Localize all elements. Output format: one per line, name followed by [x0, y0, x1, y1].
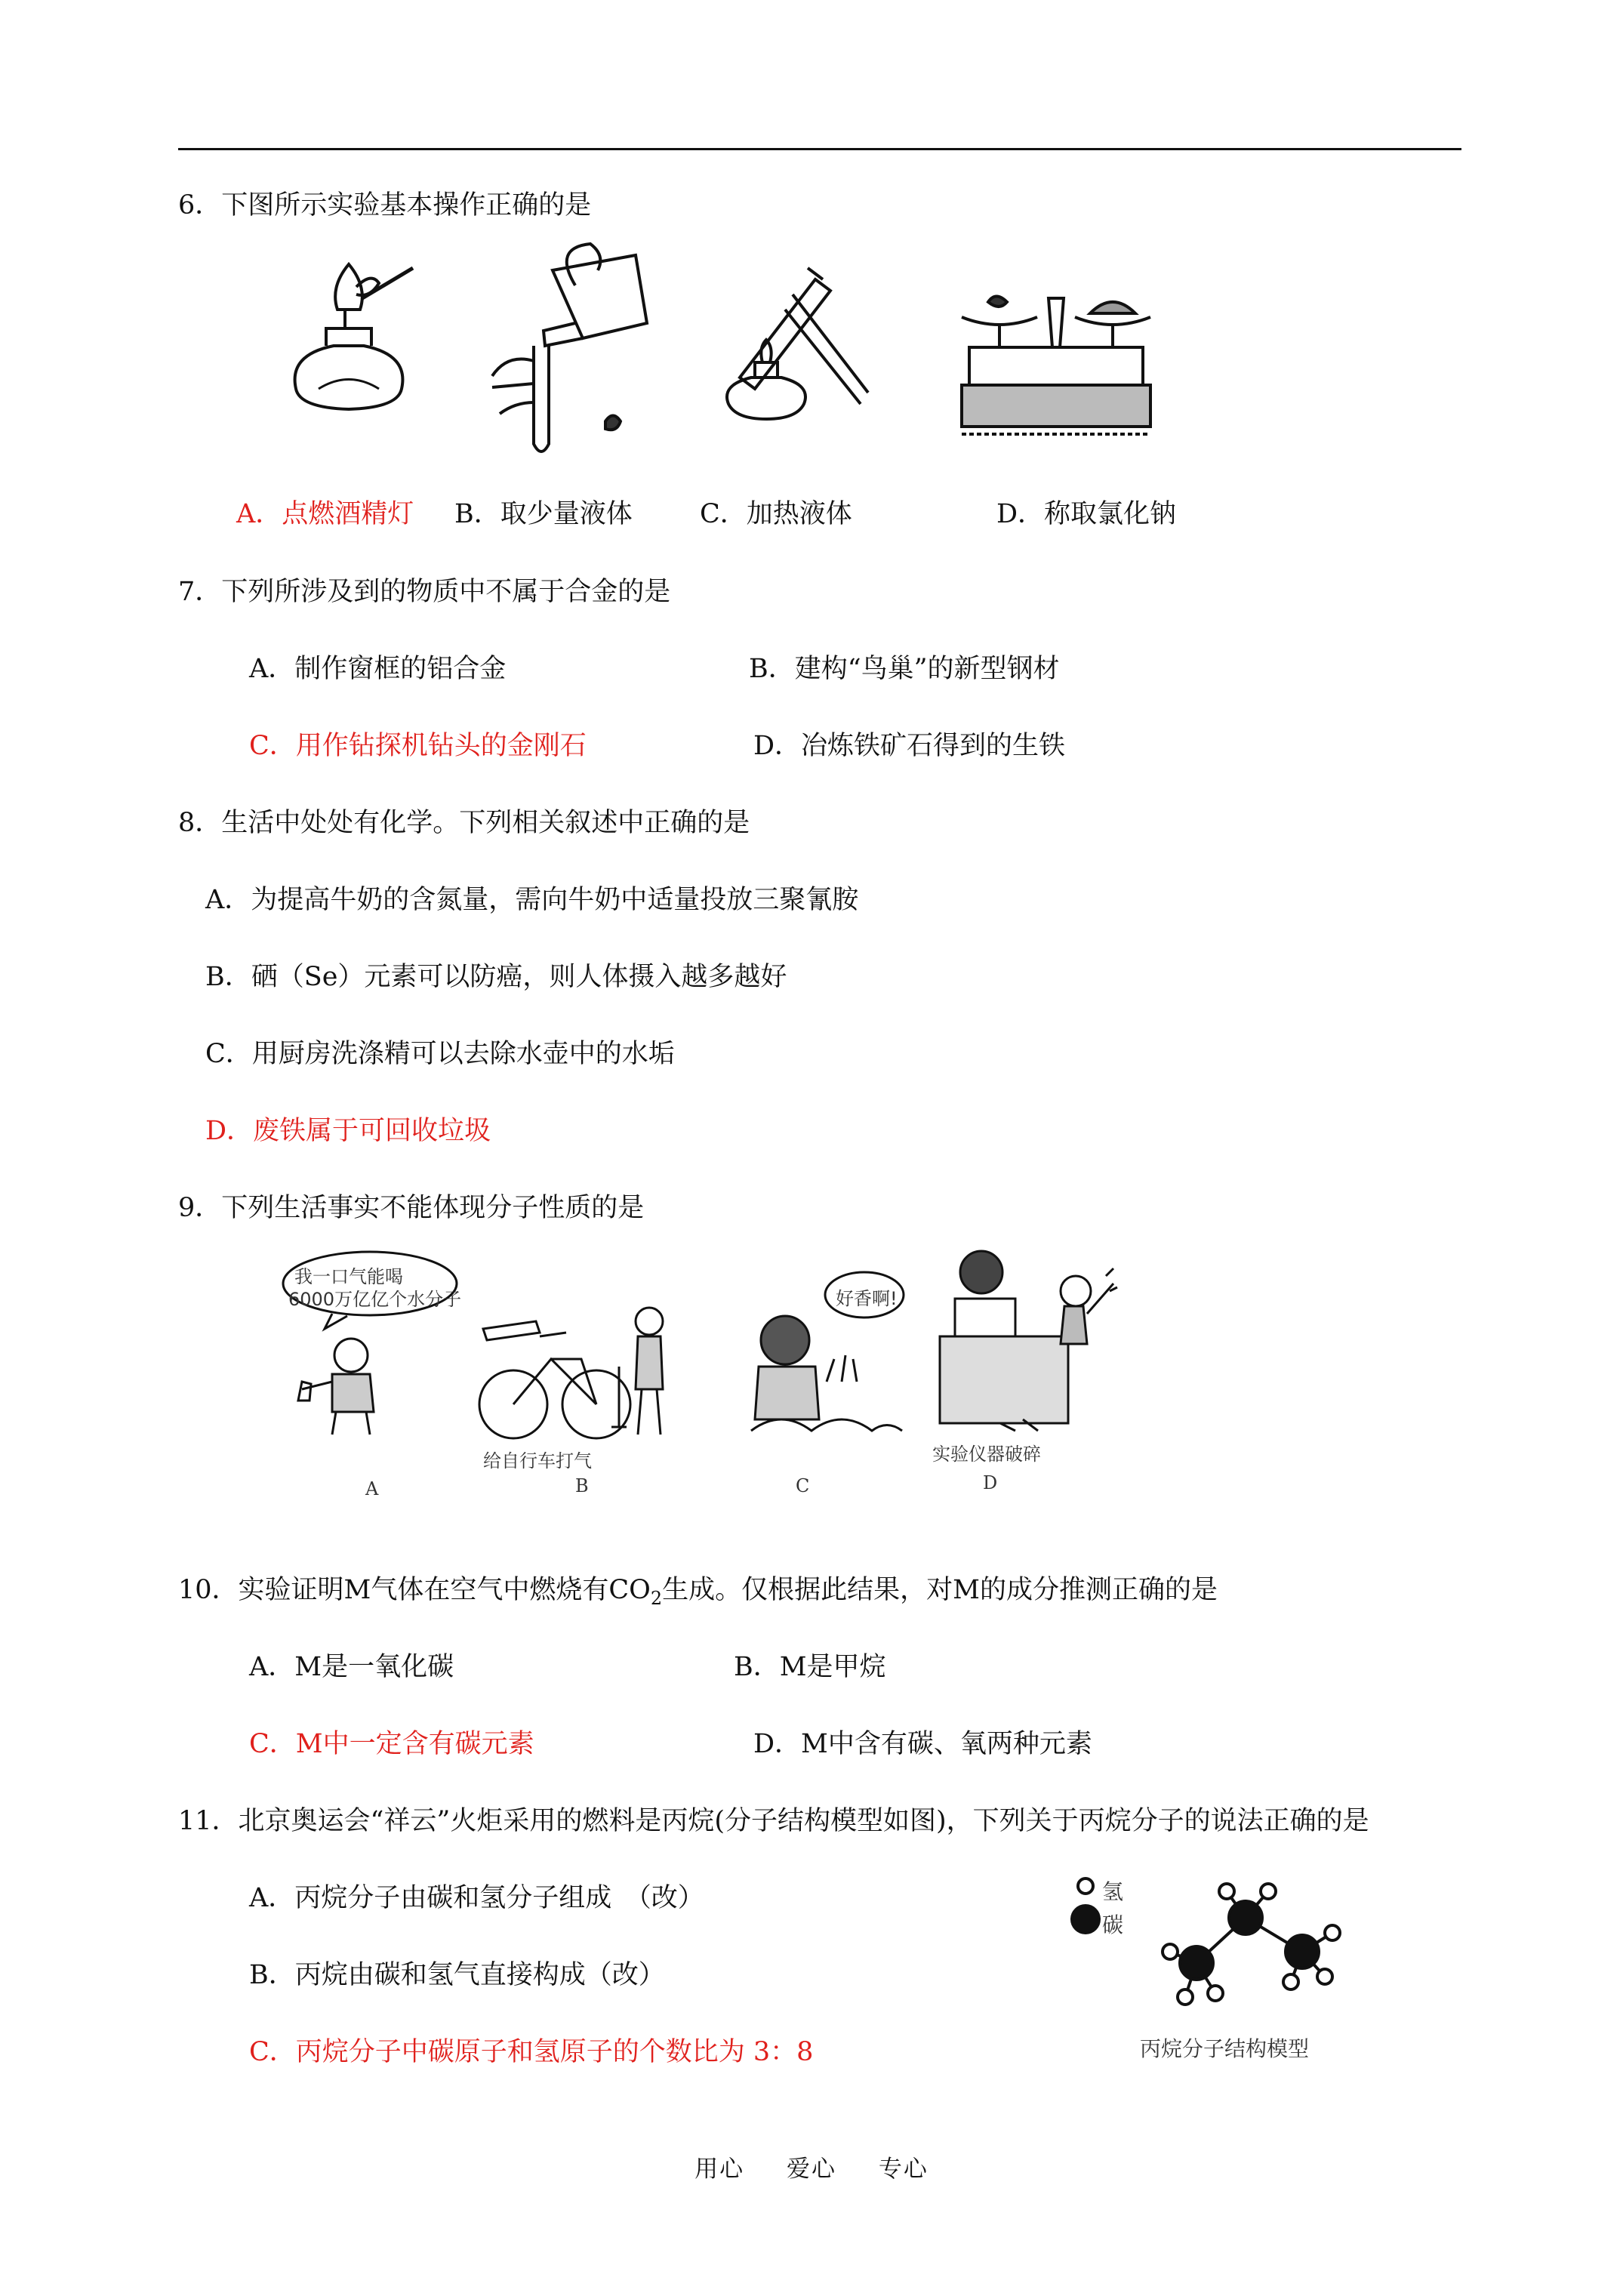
footer-item-2: 爱心 [787, 2156, 836, 2183]
q9-stem: 9．下列生活事实不能体现分子性质的是 [178, 1193, 645, 1223]
q8-stem: 8．生活中处处有化学。下列相关叙述中正确的是 [178, 808, 750, 838]
q9-figure-c [744, 1268, 910, 1442]
q7-option-c: C．用作钻探机钻头的金刚石 [249, 731, 587, 761]
q7-option-d: D．冶炼铁矿石得到的生铁 [753, 731, 1066, 761]
q11-figure-caption: 丙烷分子结构模型 [1140, 2036, 1310, 2061]
q10-stem-subscript: 2 [650, 1588, 663, 1609]
q6-option-c: C．加热液体 [700, 499, 852, 529]
q11-figure-propane-model [1064, 1865, 1366, 2061]
q11-option-a: A．丙烷分子由碳和氢分子组成 （改） [249, 1883, 704, 1913]
q9-d-caption: 实验仪器破碎 [932, 1444, 1041, 1465]
q10-option-b: B．M是甲烷 [734, 1652, 886, 1682]
q10-stem-post: 生成。仅根据此结果，对M的成分推测正确的是 [662, 1575, 1218, 1605]
q9-figure-d [932, 1238, 1121, 1472]
q9-figure-b [468, 1299, 687, 1502]
q11-stem: 11．北京奥运会“祥云”火炬采用的燃料是丙烷(分子结构模型如图)，下列关于丙烷分子的说法正确的是 [178, 1806, 1369, 1836]
q10-option-d: D．M中含有碳、氧两种元素 [753, 1729, 1092, 1759]
q9-b-caption: 给自行车打气 [483, 1450, 592, 1472]
q6-stem: 6．下图所示实验基本操作正确的是 [178, 190, 592, 220]
q11-legend-carbon: 碳 [1102, 1912, 1124, 1937]
q9-letter-a: A [365, 1478, 379, 1499]
q6-option-b: B．取少量液体 [454, 499, 633, 529]
footer-item-1: 用心 [694, 2156, 745, 2183]
q6-figure-b-pouring-liquid [462, 240, 658, 467]
footer-item-3: 专心 [878, 2156, 929, 2183]
q7-option-b: B．建构“鸟巢”的新型钢材 [749, 654, 1060, 684]
q8-option-c: C．用厨房洗涤精可以去除水壶中的水垢 [205, 1039, 675, 1069]
q7-stem: 7．下列所涉及到的物质中不属于合金的是 [178, 577, 671, 607]
q11-option-c: C．丙烷分子中碳原子和氢原子的个数比为 3：8 [249, 2037, 814, 2067]
q9-letter-d: D [983, 1472, 998, 1493]
q9-letter-c: C [796, 1475, 810, 1496]
q6-option-d: D．称取氯化钠 [996, 499, 1177, 529]
q6-figure-d-weighing-salt [954, 287, 1158, 438]
q10-option-c: C．M中一定含有碳元素 [249, 1729, 534, 1759]
header-rule [178, 148, 1461, 150]
q10-option-a: A．M是一氧化碳 [249, 1652, 454, 1682]
q9-c-bubble: 好香啊! [836, 1288, 898, 1309]
q9-figure-a [279, 1250, 460, 1438]
q6-option-a: A．点燃酒精灯 [236, 499, 414, 529]
q9-a-bubble-line2: 6000万亿亿个水分子 [288, 1289, 462, 1310]
q8-option-a: A．为提高牛奶的含氮量，需向牛奶中适量投放三聚氰胺 [205, 885, 859, 915]
page-footer [0, 2150, 1623, 2184]
q11-option-b: B．丙烷由碳和氢气直接构成（改） [249, 1960, 665, 1990]
q8-option-d: D．废铁属于可回收垃圾 [205, 1116, 491, 1146]
q8-option-b: B．硒（Se）元素可以防癌，则人体摄入越多越好 [205, 962, 787, 992]
q6-figure-c-heating-liquid [710, 257, 891, 430]
q10-stem [178, 1573, 1218, 1615]
q11-legend-hydrogen: 氢 [1102, 1879, 1124, 1904]
q6-figure-a-lighting-lamp [273, 257, 424, 423]
q7-option-a: A．制作窗框的铝合金 [249, 654, 507, 684]
q9-letter-b: B [575, 1475, 589, 1496]
q9-a-bubble-line1: 我一口气能喝 [294, 1266, 403, 1287]
q10-stem-pre: 10．实验证明M气体在空气中燃烧有CO [178, 1575, 651, 1605]
